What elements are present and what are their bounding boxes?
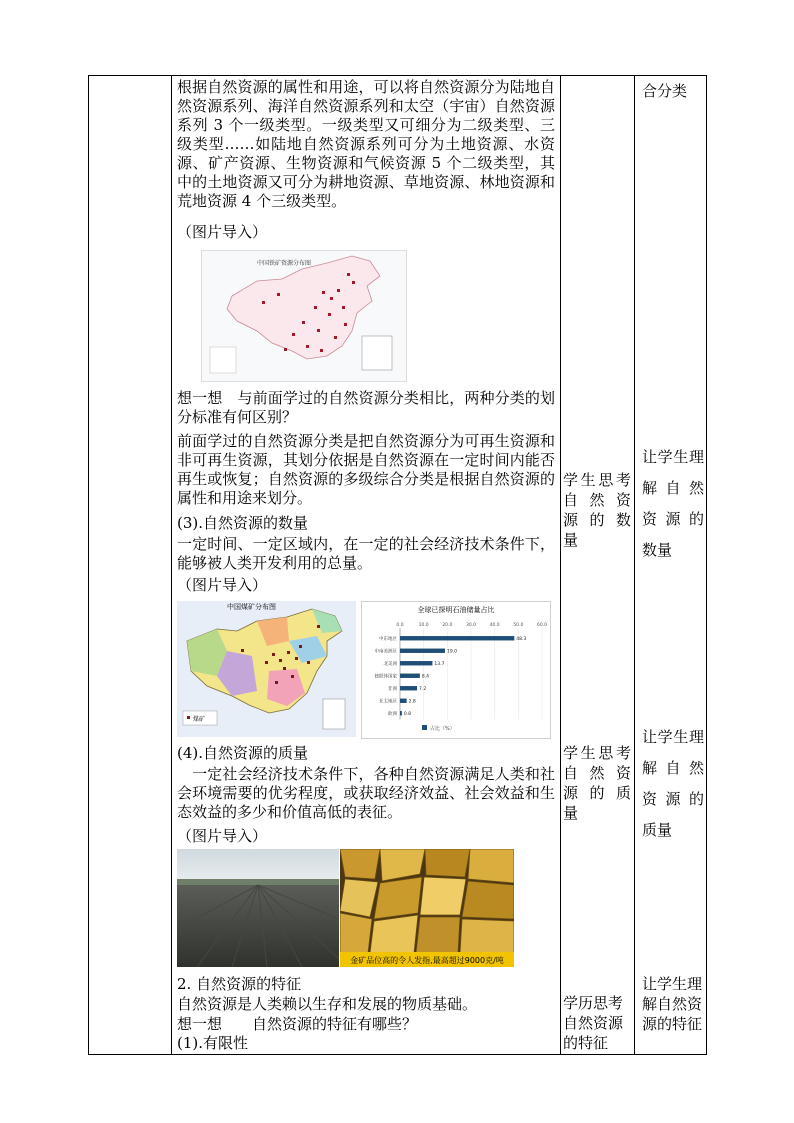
chart-bar	[400, 674, 420, 678]
chart-data-label: 19.0	[446, 649, 457, 655]
chart-data-label: 48.3	[516, 636, 527, 642]
chart-data-label: 8.4	[421, 674, 430, 680]
chart-data-label: 0.8	[403, 711, 412, 717]
heading-characteristics: 2. 自然资源的特征	[177, 975, 302, 993]
student-activity-quantity: 学生思考自 然 资源 的 数量	[563, 471, 631, 549]
chart-tick-label: 20.0	[442, 623, 453, 628]
chart-tick-label: 30.0	[465, 623, 477, 628]
chart-category-label: 中南美洲区	[374, 649, 397, 655]
column-divider	[634, 76, 635, 1054]
oil-reserve-chart-svg	[362, 602, 550, 738]
chart-category-label: 北美洲	[383, 661, 397, 667]
heading-finiteness: (1).有限性	[177, 1034, 249, 1052]
student-activity-characteristics: 学历思考自然资源的特征	[563, 994, 624, 1052]
think-question-1: 想一想 与前面学过的自然资源分类相比，两种分类的划分标准有何区别？	[177, 389, 555, 426]
chart-bar	[400, 711, 402, 715]
lesson-table	[88, 75, 707, 1055]
image-import-note: （图片导入）	[177, 576, 268, 594]
heading-quality: (4).自然资源的质量	[177, 744, 309, 762]
column-divider	[171, 76, 172, 1054]
column-divider	[560, 76, 561, 1054]
image-import-note: （图片导入）	[177, 223, 268, 241]
china-iron-map	[201, 250, 407, 382]
chart-tick-label: 0.0	[396, 623, 404, 628]
image-import-note: （图片导入）	[177, 827, 268, 845]
paragraph-quantity: 一定时间、一定区域内，在一定的社会经济技术条件下，能够被人类开发利用的总量。	[177, 535, 555, 572]
gold-caption: 金矿品位高的令人发指,最高超过9000克/吨	[350, 956, 504, 965]
chart-bar	[400, 636, 514, 640]
chart-tick-label: 60.0	[536, 623, 548, 628]
chart-category-label: 独联体国家	[374, 674, 397, 680]
farmland-photo	[177, 849, 339, 967]
design-intent-quality: 让学生理解 自 然资 源 的质量	[642, 728, 704, 839]
oil-reserve-chart	[361, 601, 551, 739]
chart-bar	[400, 699, 407, 703]
coal-legend-label: 煤矿	[193, 716, 206, 723]
china-coal-map	[177, 601, 356, 737]
chart-bar	[400, 661, 432, 665]
chart-tick-label: 50.0	[513, 623, 524, 628]
chart-category-label: 欧洲	[388, 711, 397, 717]
iron-map-title: 中国铁矿资源分布图	[257, 260, 312, 267]
coal-legend-icon	[187, 716, 190, 719]
paragraph-classification: 根据自然资源的属性和用途，可以将自然资源分为陆地自然资源系列、海洋自然资源系列和太空（宇宙）自然资源系列 3 个一级类型。一级类型又可细分为二级类型、三级类型……如陆地自然资源系列可分为土地资源、水资源、矿产资源、生物资源和气候资源 5 个二级类型，其中的土地资源又可分为耕地资源、草地资源、林地资源和荒地资源 4 个三级类型。	[177, 78, 555, 210]
chart-tick-label: 40.0	[489, 623, 500, 628]
student-activity-quality: 学生思考自 然 资源 的 质量	[563, 744, 631, 822]
chart-data-label: 7.2	[419, 686, 427, 692]
paragraph-previous-classification: 前面学过的自然资源分类是把自然资源分为可再生资源和非可再生资源，其划分依据是自然资源在一定时间内能否再生或恢复；自然资源的多级综合分类是根据自然资源的属性和用途来划分。	[177, 432, 555, 507]
think-question-2: 想一想 自然资源的特征有哪些？	[177, 1015, 418, 1033]
design-intent-classification: 合分类	[642, 82, 688, 100]
chart-tick-label: 10.0	[418, 623, 429, 628]
paragraph-quality: 一定社会经济技术条件下，各种自然资源满足人类和社会环境需要的优劣程度，或获取经济效益、社会效益和生态效益的多少和价值高低的表征。	[177, 765, 555, 821]
chart-bar	[400, 649, 445, 653]
chart-category-label: 非洲	[388, 686, 397, 692]
chart-data-label: 13.7	[434, 661, 445, 667]
chart-bar	[400, 686, 417, 690]
gold-ore-photo	[340, 849, 514, 967]
chart-legend-label: 占比（%）	[430, 726, 455, 732]
paragraph-characteristics: 自然资源是人类赖以生存和发展的物质基础。	[177, 995, 478, 1013]
heading-quantity: (3).自然资源的数量	[177, 514, 309, 532]
design-intent-characteristics: 让学生理解自然资源的特征	[642, 975, 703, 1033]
design-intent-quantity: 让学生理解 自 然资 源 的数量	[642, 448, 704, 559]
coal-map-title: 中国煤矿分布图	[227, 603, 276, 611]
chart-title: 全球已探明石油储量占比	[417, 606, 495, 614]
chart-category-label: 中东地区	[379, 636, 397, 642]
chart-legend-swatch	[422, 725, 427, 730]
chart-data-label: 2.8	[408, 699, 416, 705]
chart-category-label: 亚太地区	[379, 699, 397, 705]
